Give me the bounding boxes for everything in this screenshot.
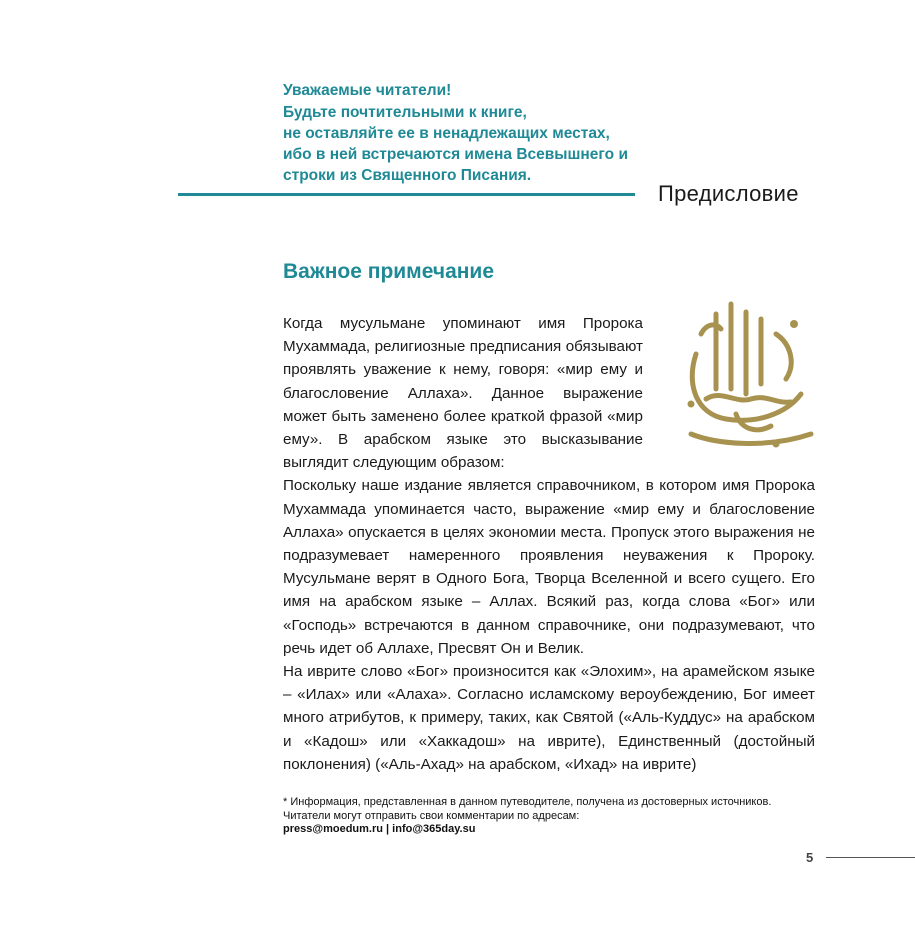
- footnote: [283, 796, 843, 837]
- footnote-emails: [283, 823, 843, 837]
- footer-rule: [826, 857, 915, 858]
- footnote-line: * Информация, представленная в данном путеводителе, получена из достоверных источников.: [283, 796, 772, 808]
- notice-line: ибо в ней встречаются имена Всевышнего и: [283, 146, 628, 163]
- header-rule: [178, 193, 635, 196]
- body-text: [283, 312, 815, 776]
- paragraph: Когда мусульмане упоминают имя Пророка Мухаммада, религиозные предписания обязывают проявлять уважение к нему, говоря: «мир ему и благословение Аллаха». Данное выражение может быть заменено более краткой фразой «мир ему». В арабском языке это высказывание выглядит следующим образом:: [283, 315, 643, 472]
- paragraph: Поскольку наше издание является справочником, в котором имя Пророка Мухаммада упоминается часто, выражение «мир ему и благословение Аллаха» опускается в целях экономии места. Пропуск этого выражения не подразумевает намеренного проявления неуважения к Пророку. Мусульмане верят в Одного Бога, Творца Вселенной и всего сущего. Его имя на арабском языке – Аллах. Всякий раз, когда слова «Бог» или «Господь» встречаются в данном справочнике, они подразумевают, что речь идет об Аллахе, Пресвят Он и Велик.: [283, 477, 815, 657]
- section-title: Предисловие: [658, 181, 799, 206]
- page-heading: Важное примечание: [283, 260, 495, 283]
- notice-line: не оставляйте ее в ненадлежащих местах,: [283, 125, 610, 142]
- notice-line: Будьте почтительными к книге,: [283, 104, 527, 121]
- notice-line: строки из Священного Писания.: [283, 167, 532, 184]
- paragraph: На иврите слово «Бог» произносится как «Элохим», на арамейском языке – «Илах» или «Алаха». Согласно исламскому вероубеждению, Бог имеет много атрибутов, к примеру, таких, как Святой («Аль-Куддус» на арабском и «Кадош» или «Хаккадош» на иврите), Единственный (достойный поклонения) («Аль-Ахад» на арабском, «Ихад» на иврите): [283, 663, 815, 773]
- footnote-line: Читатели могут отправить свои комментарии по адресам:: [283, 809, 580, 822]
- page-number: 5: [806, 850, 814, 865]
- reader-notice: [283, 80, 663, 186]
- contact-emails[interactable]: press@moedum.ru | info@365day.su: [283, 823, 476, 835]
- notice-title: Уважаемые читатели!: [283, 82, 452, 99]
